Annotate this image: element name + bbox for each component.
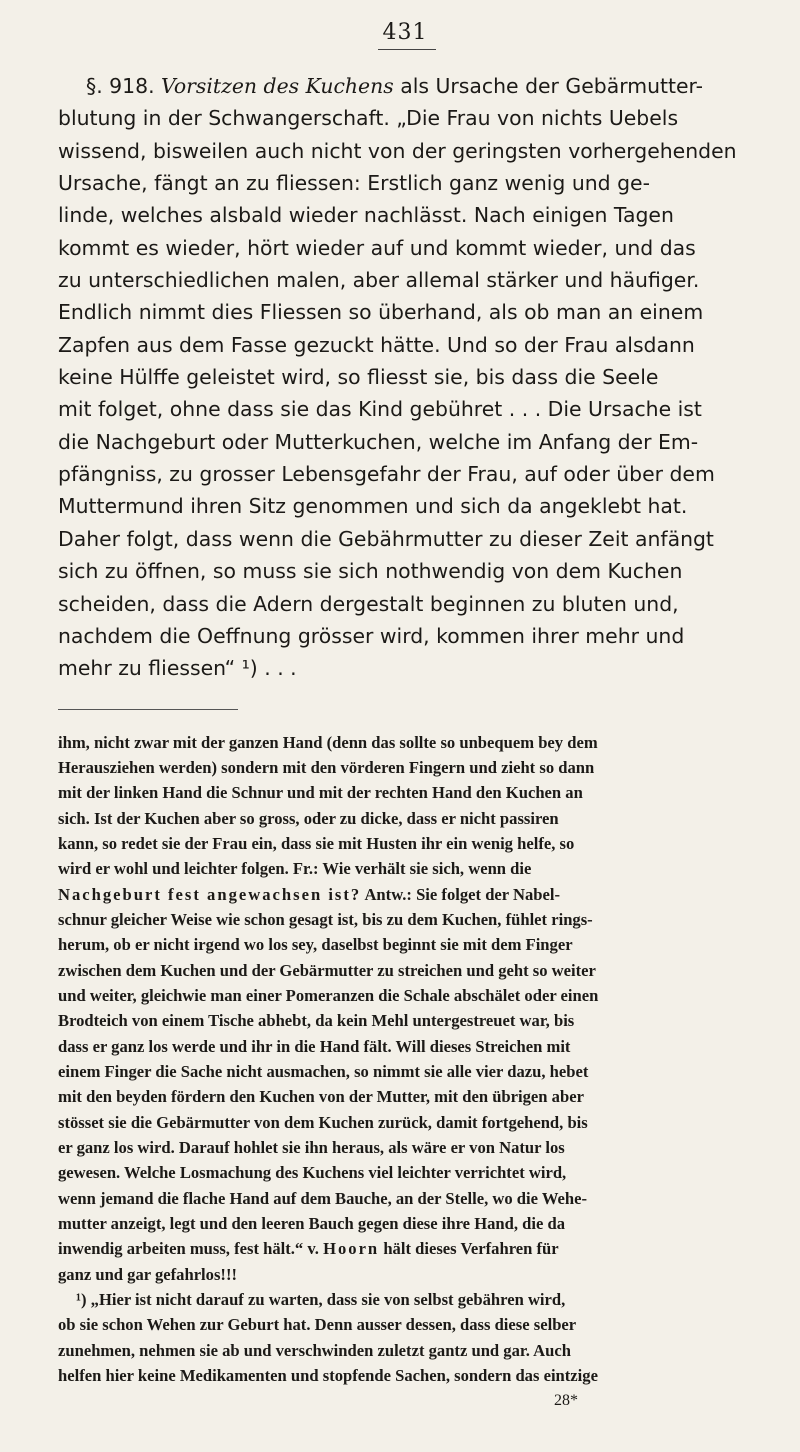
footnote-line	[58, 1186, 748, 1211]
footnote-line-text: mit der linken Hand die Schnur und mit der rechten Hand den Kuchen an	[58, 783, 583, 803]
text-line-text: blutung in der Schwangerschaft. „Die Frau von nichts Uebels	[58, 106, 679, 131]
footnote-line	[58, 1338, 748, 1363]
footnote-line-text: und weiter, gleichwie man einer Pomeranzen die Schale abschälet oder einen	[58, 985, 599, 1005]
footnote-line-text: mutter anzeigt, legt und den leeren Bauch gegen diese ihre Hand, die da	[58, 1214, 566, 1234]
footnote-line	[58, 780, 748, 805]
footnote-line-text: ob sie schon Wehen zur Geburt hat. Denn ausser dessen, dass diese selber	[58, 1315, 577, 1335]
footnote-separator	[58, 709, 238, 710]
footnote-line-text: ganz und gar gefahrlos!!!	[58, 1264, 237, 1284]
footnote-line	[58, 1262, 748, 1287]
footnote-line	[58, 1211, 748, 1236]
text-line	[58, 199, 748, 231]
text-line-text: Muttermund ihren Sitz genommen und sich da angeklebt hat.	[58, 494, 688, 519]
signature-mark: 28*	[554, 1392, 578, 1410]
footnote-line-text: Nachgeburt fest angewachsen ist?	[58, 884, 362, 904]
text-line-text: wissend, bisweilen auch nicht von der geringsten vorhergehenden	[58, 138, 737, 163]
footnote-line-text: zunehmen, nehmen sie ab und verschwinden zuletzt gantz und gar. Auch	[58, 1340, 571, 1360]
footnote-line	[58, 907, 748, 932]
book-page	[58, 20, 748, 1414]
footnote-line	[58, 856, 748, 881]
footnote-line	[58, 1135, 748, 1160]
footnote-line-text: hält dieses Verfahren für	[379, 1239, 559, 1259]
footnote-line	[58, 730, 748, 755]
text-line	[58, 523, 748, 555]
text-line	[58, 620, 748, 652]
footnote-line-text: herum, ob er nicht irgend wo los sey, daselbst beginnt sie mit dem Finger	[58, 935, 573, 955]
footnote-line-text: schnur gleicher Weise wie schon gesagt ist, bis zu dem Kuchen, fühlet rings-	[58, 909, 593, 929]
footnote-line-text: Antw.: Sie folget der Nabel-	[361, 884, 561, 904]
footnote-line-text: sich. Ist der Kuchen aber so gross, oder zu dicke, dass er nicht passiren	[58, 808, 559, 828]
footnote-line-text: Herausziehen werden) sondern mit den vörderen Fingern und zieht so dann	[58, 757, 595, 777]
footnote-line	[58, 1008, 748, 1033]
page-number: 431	[382, 20, 428, 45]
footnote-line	[58, 1034, 748, 1059]
text-line-text: scheiden, dass die Adern dergestalt beginnen zu bluten und,	[58, 591, 679, 616]
text-line-text: sich zu öffnen, so muss sie sich nothwendig von dem Kuchen	[58, 559, 683, 584]
text-line	[58, 135, 748, 167]
footnote-line	[58, 1287, 748, 1312]
footnote-line-text: Brodteich von einem Tische abhebt, da kein Mehl untergestreuet war, bis	[58, 1011, 575, 1031]
footnote-line	[58, 1312, 748, 1337]
footnote-line-text: stösset sie die Gebärmutter von dem Kuchen zurück, damit fortgehend, bis	[58, 1112, 588, 1132]
text-line	[58, 652, 748, 684]
text-line-text: die Nachgeburt oder Mutterkuchen, welche im Anfang der Em-	[58, 429, 699, 454]
footnote-line	[58, 958, 748, 983]
text-line	[58, 555, 748, 587]
footnote-line-text: mit den beyden fördern den Kuchen von der Mutter, mit den übrigen aber	[58, 1087, 584, 1107]
footnote-line-text: ¹) „Hier ist nicht darauf zu warten, dass sie von selbst gebähren wird,	[76, 1290, 566, 1310]
footnote-line-text: kann, so redet sie der Frau ein, dass sie mit Husten ihr ein wenig helfe, so	[58, 833, 575, 853]
footnote-line-text: helfen hier keine Medikamenten und stopfende Sachen, sondern das eintzige	[58, 1366, 598, 1386]
text-line	[58, 264, 748, 296]
footnote-line-text: er ganz los wird. Darauf hohlet sie ihn heraus, als wäre er von Natur los	[58, 1138, 565, 1158]
footnote-line-text: inwendig arbeiten muss, fest hält.“ v.	[58, 1239, 324, 1259]
text-line	[58, 588, 748, 620]
page-number-rule	[378, 49, 436, 50]
text-line	[58, 102, 748, 134]
text-line	[58, 490, 748, 522]
footnote-line	[58, 932, 748, 957]
text-line-text: linde, welches alsbald wieder nachlässt. Nach einigen Tagen	[58, 203, 674, 228]
text-line	[58, 361, 748, 393]
footnote-line-text: gewesen. Welche Losmachung des Kuchens viel leichter verrichtet wird,	[58, 1163, 567, 1183]
text-line	[58, 70, 748, 102]
footnote-line	[58, 1084, 748, 1109]
footnote-line	[58, 1363, 748, 1388]
footnote-line	[58, 1236, 748, 1261]
text-line-text: mehr zu fliessen“ ¹) . . .	[58, 656, 297, 681]
footnote-line	[58, 755, 748, 780]
footnote-line	[58, 806, 748, 831]
footnote-line-text: wird er wohl und leichter folgen. Fr.: Wie verhält sie sich, wenn die	[58, 859, 532, 879]
footnote-line	[58, 882, 748, 907]
footnote-line	[58, 1110, 748, 1135]
text-line-text: Ursache, fängt an zu fliessen: Erstlich ganz wenig und ge-	[58, 171, 650, 196]
text-line-text: mit folget, ohne dass sie das Kind gebühret . . . Die Ursache ist	[58, 397, 702, 422]
footnote-line-text: zwischen dem Kuchen und der Gebärmutter zu streichen und geht so weiter	[58, 960, 596, 980]
footnote-line	[58, 1059, 748, 1084]
text-line-text: Zapfen aus dem Fasse gezuckt hätte. Und so der Frau alsdann	[58, 332, 695, 357]
footnotes	[58, 730, 748, 1389]
text-line-text: als Ursache der Gebärmutter-	[393, 74, 703, 98]
text-line	[58, 232, 748, 264]
text-line-text: nachdem die Oeffnung grösser wird, kommen ihrer mehr und	[58, 623, 685, 648]
text-line-text: keine Hülffe geleistet wird, so fliesst sie, bis dass die Seele	[58, 365, 659, 390]
footnote-line	[58, 831, 748, 856]
text-line	[58, 426, 748, 458]
text-line	[58, 167, 748, 199]
footnote-line	[58, 1160, 748, 1185]
footnote-line-text: dass er ganz los werde und ihr in die Hand fält. Will dieses Streichen mit	[58, 1036, 571, 1056]
main-text	[58, 70, 748, 685]
footnote-line	[58, 983, 748, 1008]
footnote-line-text: wenn jemand die flache Hand auf dem Bauche, an der Stelle, wo die Wehe-	[58, 1188, 588, 1208]
text-line-text: Vorsitzen des Kuchens	[161, 74, 394, 98]
text-line-text: kommt es wieder, hört wieder auf und kommt wieder, und das	[58, 235, 696, 260]
text-line-text: Daher folgt, dass wenn die Gebährmutter zu dieser Zeit anfängt	[58, 526, 714, 551]
text-line	[58, 458, 748, 490]
footnote-line-text: Hoorn	[323, 1239, 380, 1259]
text-line	[58, 296, 748, 328]
footnote-line-text: einem Finger die Sache nicht ausmachen, so nimmt sie alle vier dazu, hebet	[58, 1062, 589, 1081]
text-line-text: §. 918.	[86, 74, 162, 98]
text-line-text: Endlich nimmt dies Fliessen so überhand, als ob man an einem	[58, 300, 704, 325]
footnote-line-text: ihm, nicht zwar mit der ganzen Hand (denn das sollte so unbequem bey dem	[58, 732, 598, 752]
text-line	[58, 329, 748, 361]
text-line-text: zu unterschiedlichen malen, aber allemal stärker und häufiger.	[58, 268, 700, 293]
text-line	[58, 393, 748, 425]
text-line-text: pfängniss, zu grosser Lebensgefahr der Frau, auf oder über dem	[58, 462, 715, 487]
